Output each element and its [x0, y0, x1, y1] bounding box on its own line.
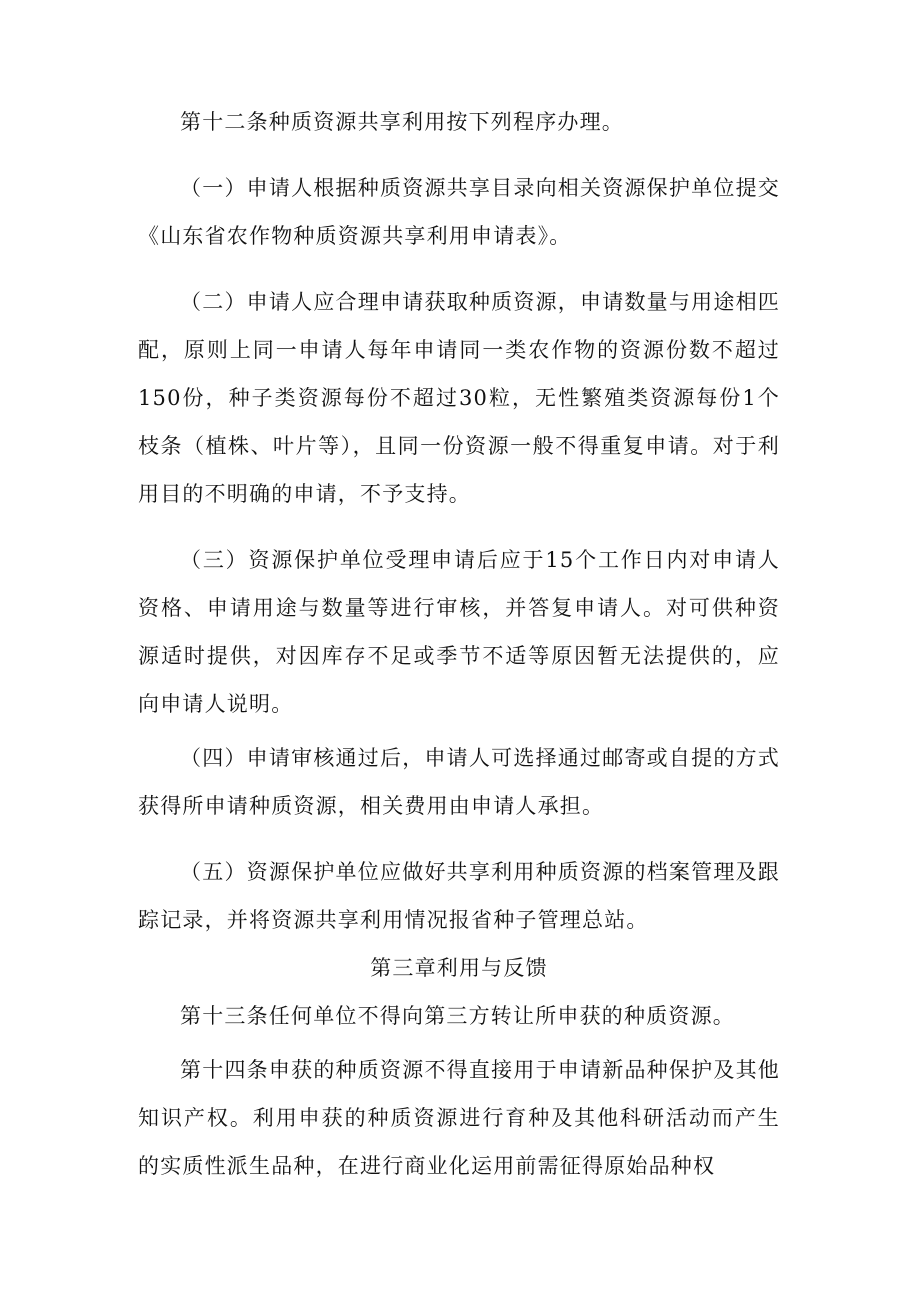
article-14: 第十四条申获的种质资源不得直接用于申请新品种保护及其他知识产权。利用申获的种质资源进行育种及其他科研活动而产生的实质性派生品种，在进行商业化运用前需征得原始品种权 — [138, 1058, 780, 1178]
article-13: 第十三条任何单位不得向第三方转让所申获的种质资源。 — [180, 1004, 735, 1028]
procedure-item-3: （三）资源保护单位受理申请后应于15个工作日内对申请人资格、申请用途与数量等进行审核，并答复申请人。对可供种资源适时提供，对因库存不足或季节不适等原因暂无法提供的，应向申请人说明。 — [138, 548, 780, 716]
article-12-heading: 第十二条种质资源共享利用按下列程序办理。 — [180, 110, 624, 134]
procedure-item-5: （五）资源保护单位应做好共享利用种质资源的档案管理及跟踪记录，并将资源共享利用情况报省种子管理总站。 — [138, 860, 780, 932]
procedure-item-1: （一）申请人根据种质资源共享目录向相关资源保护单位提交《山东省农作物种质资源共享利用申请表》。 — [138, 176, 780, 248]
chapter-title: 第三章利用与反馈 — [370, 956, 548, 980]
procedure-item-2: （二）申请人应合理申请获取种质资源，申请数量与用途相匹配，原则上同一申请人每年申请同一类农作物的资源份数不超过150份，种子类资源每份不超过30粒，无性繁殖类资源每份1个枝条（植株、叶片等），且同一份资源一般不得重复申请。对于利用目的不明确的申请，不予支持。 — [138, 290, 780, 506]
document-page — [138, 98, 780, 1190]
procedure-item-4: （四）申请审核通过后，申请人可选择通过邮寄或自提的方式获得所申请种质资源，相关费用由申请人承担。 — [138, 746, 780, 818]
